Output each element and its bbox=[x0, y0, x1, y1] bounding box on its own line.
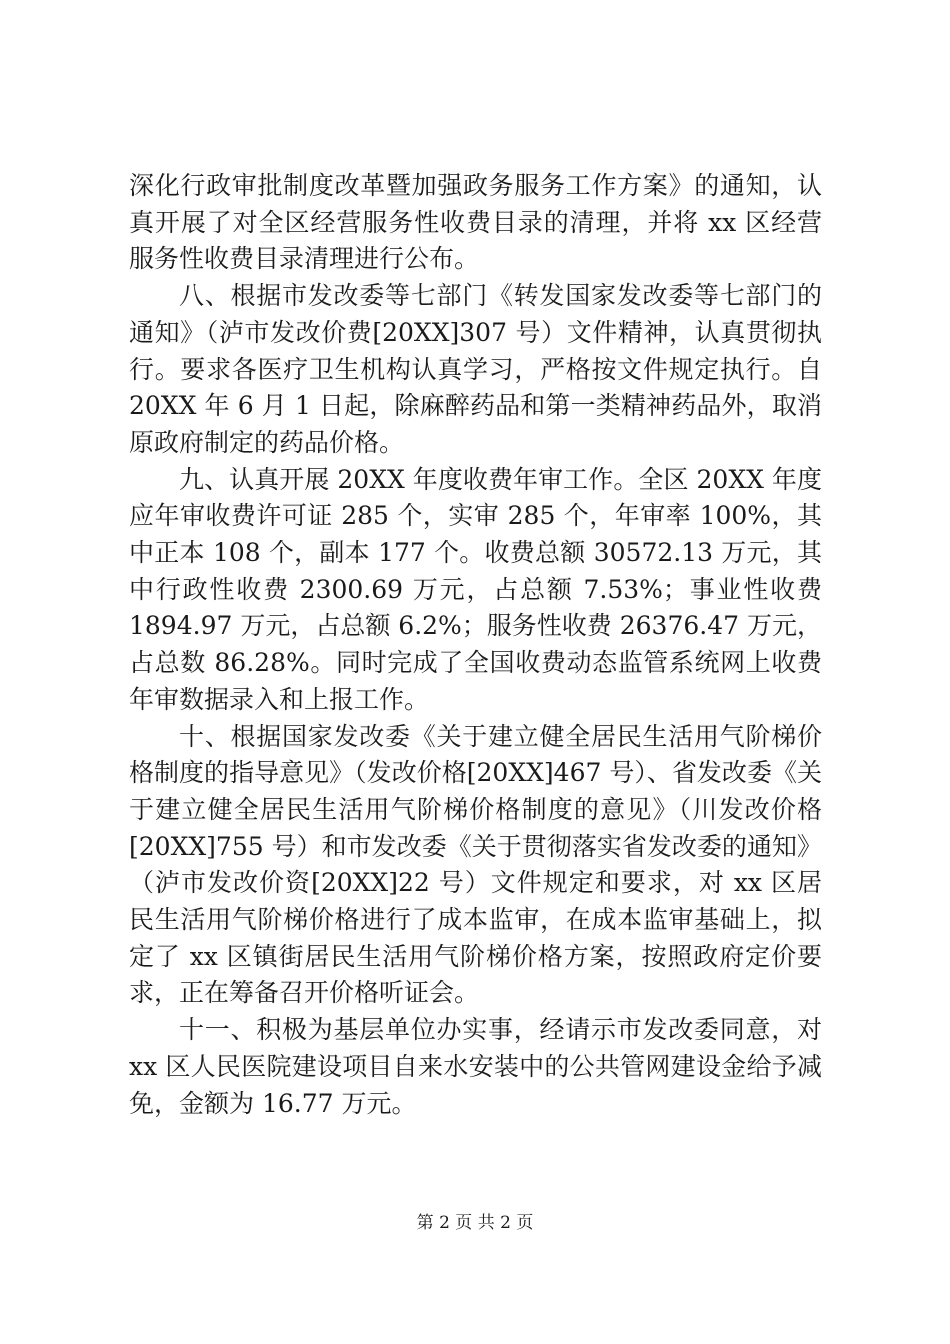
paragraph-item-10: 十、根据国家发改委《关于建立健全居民生活用气阶梯价格制度的指导意见》（发改价格[20XX]467 号）、省发改委《关于建立健全居民生活用气阶梯价格制度的意见》（川发改价格[20XX]755 号）和市发改委《关于贯彻落实省发改委的通知》（泸市发改价资[20XX]22 号）文件规定和要求，对 xx 区居民生活用气阶梯价格进行了成本监审，在成本监审基础上，拟定了 xx 区镇街居民生活用气阶梯价格方案，按照政府定价要求，正在筹备召开价格听证会。 bbox=[129, 721, 822, 1008]
paragraph-item-9: 九、认真开展 20XX 年度收费年审工作。全区 20XX 年度应年审收费许可证 285 个，实审 285 个，年审率 100%，其中正本 108 个，副本 177 个。收费总额 30572.13 万元，其中行政性收费 2300.69 万元，占总额 7.53%；事业性收费 1894.97 万元，占总额 6.2%；服务性收费 26376.47 万元，占总数 86.28%。同时完成了全国收费动态监管系统网上收费年审数据录入和上报工作。 bbox=[129, 464, 822, 714]
document-body bbox=[129, 168, 822, 1122]
paragraph-continued: 深化行政审批制度改革暨加强政务服务工作方案》的通知，认真开展了对全区经营服务性收费目录的清理，并将 xx 区经营服务性收费目录清理进行公布。 bbox=[129, 171, 822, 274]
paragraph-item-8: 八、根据市发改委等七部门《转发国家发改委等七部门的通知》（泸市发改价费[20XX]307 号）文件精神，认真贯彻执行。要求各医疗卫生机构认真学习，严格按文件规定执行。自 20XX 年 6 月 1 日起，除麻醉药品和第一类精神药品外，取消原政府制定的药品价格。 bbox=[129, 281, 822, 457]
paragraph-item-11: 十一、积极为基层单位办实事，经请示市发改委同意，对 xx 区人民医院建设项目自来水安装中的公共管网建设金给予减免，金额为 16.77 万元。 bbox=[129, 1015, 822, 1118]
page-footer: 第 2 页 共 2 页 bbox=[416, 1213, 534, 1233]
